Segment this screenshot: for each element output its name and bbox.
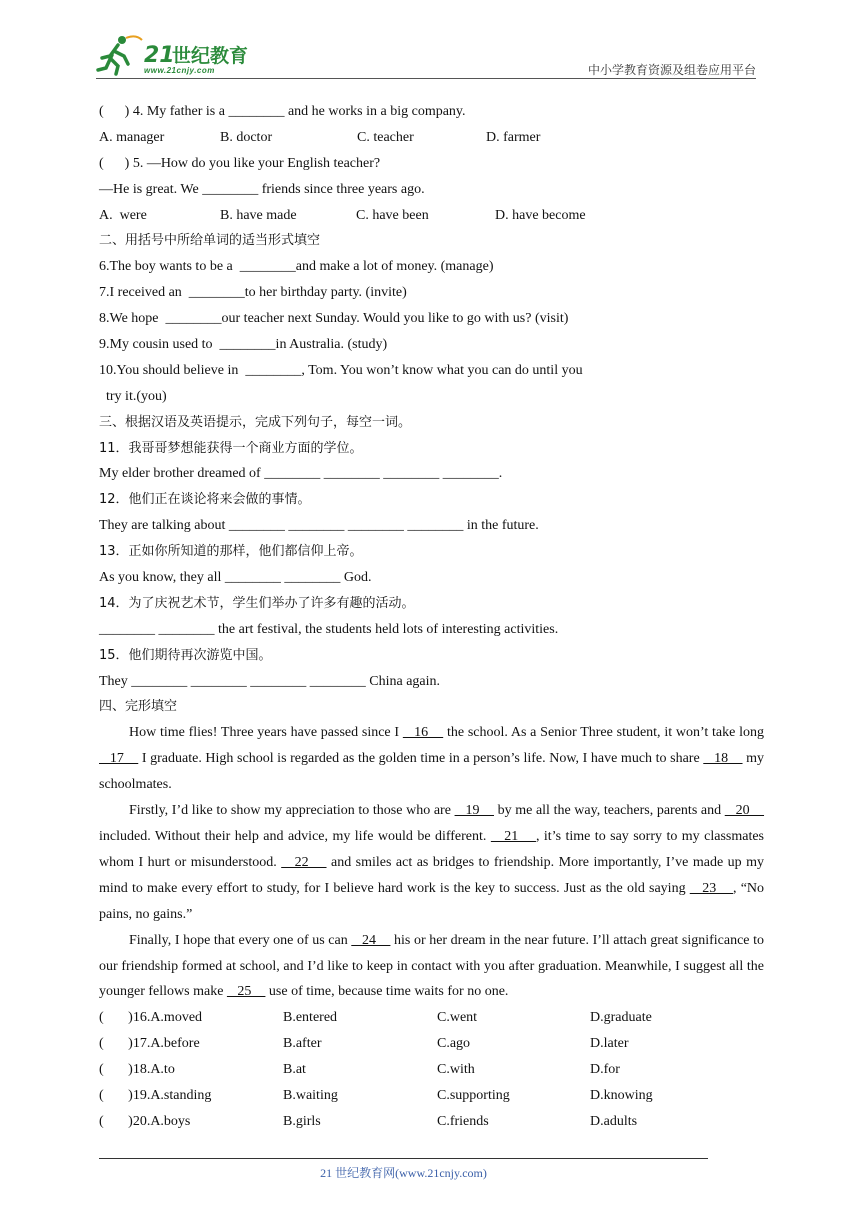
- option-choice: D. have become: [495, 207, 586, 223]
- worksheet-content: [99, 99, 764, 1135]
- option-row: [99, 203, 764, 229]
- question-line: ( ) 5. —How do you like your English teacher?: [99, 155, 381, 171]
- choice-row: [99, 1083, 764, 1109]
- choice-option: D.later: [590, 1036, 629, 1052]
- choice-option: B.after: [283, 1036, 322, 1052]
- cloze-text: Firstly, I’d like to show my appreciation to those who are: [129, 803, 455, 819]
- cloze-choices: [99, 1005, 764, 1134]
- choice-option: B.at: [283, 1062, 306, 1078]
- footer-divider: [99, 1158, 708, 1159]
- option-choice: D. farmer: [486, 129, 541, 145]
- choice-option: D.for: [590, 1062, 620, 1078]
- cloze-text: my schoolmates.: [99, 751, 765, 793]
- cloze-text: by me all the way, teachers, parents and: [493, 803, 725, 819]
- cloze-text: , “No pains, no gains.”: [99, 880, 765, 922]
- choice-option: C.supporting: [437, 1088, 510, 1104]
- choice-option: B.entered: [283, 1010, 338, 1026]
- cloze-text: included. Without their help and advice, my life would be different.: [99, 829, 491, 844]
- cloze-text: How time flies! Three years have passed since I: [129, 725, 403, 741]
- cloze-passage: [99, 720, 764, 1005]
- question-line: 6.The boy wants to be a ________and make a lot of money. (manage): [99, 259, 494, 275]
- question-line: 8.We hope ________our teacher next Sunday. Would you like to go with us? (visit): [99, 311, 569, 327]
- question-line: 9.My cousin used to ________in Australia. (study): [99, 337, 388, 353]
- option-choice: A. manager: [99, 129, 165, 145]
- cloze-text: Finally, I hope that every one of us can: [129, 932, 352, 948]
- cloze-paragraph: [99, 928, 764, 1006]
- question-line: ________ ________ the art festival, the students held lots of interesting activities.: [99, 621, 559, 637]
- svg-text:世纪教育: 世纪教育: [172, 45, 249, 67]
- cloze-blank: 22: [281, 854, 327, 870]
- cloze-text: the school. As a Senior Three student, it won’t take long: [443, 725, 765, 741]
- section-heading: 14．为了庆祝艺术节，学生们举办了许多有趣的活动。: [99, 595, 415, 611]
- cloze-blank: 20: [724, 803, 765, 819]
- choice-option: C.friends: [437, 1113, 489, 1129]
- choice-option: ( )17.A.before: [99, 1036, 200, 1052]
- cloze-paragraph: [99, 798, 764, 928]
- cloze-blank: 25: [226, 984, 266, 1000]
- question-line: 7.I received an ________to her birthday party. (invite): [99, 285, 407, 301]
- choice-option: ( )18.A.to: [99, 1062, 175, 1078]
- section-heading: 13．正如你所知道的那样，他们都信仰上帝。: [99, 544, 363, 560]
- section-heading: 12．他们正在谈论将来会做的事情。: [99, 492, 311, 508]
- cloze-blank: 24: [351, 932, 391, 948]
- choice-option: D.knowing: [590, 1088, 653, 1104]
- cloze-blank: 16: [402, 725, 444, 741]
- choice-option: D.graduate: [590, 1010, 652, 1026]
- header-divider: [96, 78, 756, 79]
- question-line: ( ) 4. My father is a ________ and he works in a big company.: [99, 104, 466, 119]
- option-choice: A. were: [99, 207, 147, 223]
- option-choice: C. teacher: [357, 129, 414, 145]
- cloze-blank: 17: [99, 751, 139, 767]
- question-line: My elder brother dreamed of ________ ________ ________ ________.: [99, 466, 503, 482]
- cloze-blank: 19: [454, 803, 494, 819]
- choice-option: ( )19.A.standing: [99, 1088, 212, 1104]
- choice-option: ( )20.A.boys: [99, 1113, 191, 1129]
- section-heading: 二、用括号中所给单词的适当形式填空: [99, 233, 321, 249]
- question-line: 10.You should believe in ________, Tom. You won’t know what you can do until you: [99, 362, 583, 378]
- choice-option: C.with: [437, 1062, 475, 1078]
- choice-row: [99, 1057, 764, 1083]
- exercise-list: [99, 99, 764, 720]
- cloze-text: I graduate. High school is regarded as the golden time in a person’s life. Now, I have much to share: [138, 751, 704, 767]
- cloze-blank: 21: [490, 829, 536, 844]
- cloze-text: , it’s time to say sorry to my classmates whom I hurt or misunderstood.: [99, 829, 764, 870]
- choice-option: B.waiting: [283, 1088, 338, 1104]
- logo-url: www.21cnjy.com: [144, 66, 215, 75]
- cloze-paragraph: [99, 720, 764, 798]
- section-heading: 11．我哥哥梦想能获得一个商业方面的学位。: [99, 440, 363, 456]
- page-footer: 21 世纪教育网(www.21cnjy.com): [320, 1166, 487, 1180]
- question-line: —He is great. We ________ friends since three years ago.: [99, 181, 425, 197]
- choice-row: [99, 1005, 764, 1031]
- option-choice: B. doctor: [220, 129, 273, 145]
- question-line: As you know, they all ________ ________ God.: [99, 570, 372, 586]
- choice-row: [99, 1109, 764, 1135]
- cloze-blank: 18: [703, 751, 743, 767]
- cloze-text: his or her dream in the near future. I’ll attach great significance to our friendship formed at school, and I’d like to keep in contact with you after graduation. Meanwhile, I suggest all the younger fellows make: [99, 932, 764, 1000]
- section-heading: 15．他们期待再次游览中国。: [99, 647, 272, 663]
- choice-row: [99, 1031, 764, 1057]
- cloze-blank: 23: [689, 880, 734, 896]
- cloze-text: and smiles act as bridges to friendship. More importantly, I’ve made up my mind to make every effort to study, for I believe hard work is the key to success. Just as the old saying: [99, 854, 765, 896]
- question-line: try it.(you): [99, 388, 167, 404]
- platform-name: 中小学教育资源及组卷应用平台: [587, 63, 756, 77]
- question-line: They ________ ________ ________ ________ China again.: [99, 673, 441, 689]
- choice-option: C.ago: [437, 1036, 471, 1052]
- option-choice: B. have made: [220, 207, 297, 223]
- page-header: [96, 32, 756, 82]
- section-heading: 三、根据汉语及英语提示，完成下列句子，每空一词。: [99, 414, 412, 430]
- question-line: They are talking about ________ ________ ________ ________ in the future.: [99, 518, 539, 534]
- option-choice: C. have been: [356, 207, 429, 223]
- svg-text:21: 21: [144, 43, 175, 68]
- cloze-text: use of time, because time waits for no one.: [265, 984, 509, 1000]
- section-heading: 四、完形填空: [99, 699, 178, 715]
- choice-option: C.went: [437, 1010, 478, 1026]
- choice-option: D.adults: [590, 1113, 638, 1129]
- choice-option: ( )16.A.moved: [99, 1010, 203, 1026]
- option-row: [99, 125, 764, 151]
- choice-option: B.girls: [283, 1113, 321, 1129]
